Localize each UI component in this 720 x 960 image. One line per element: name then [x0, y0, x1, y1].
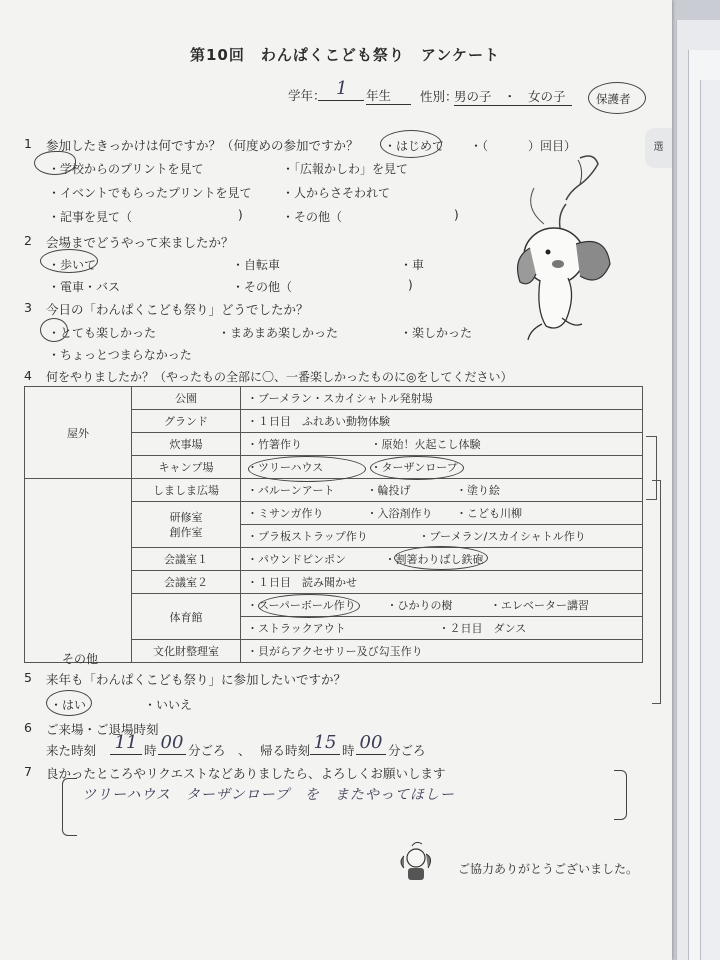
activity-senryu[interactable]: ・こども川柳 — [456, 507, 522, 520]
q5-number: 5 — [24, 670, 32, 685]
leave-label: 帰る時刻 — [260, 743, 311, 758]
meeting2-items — [241, 571, 643, 594]
q3-option-fun[interactable]: ・楽しかった — [400, 326, 473, 340]
place-meeting2: 会議室２ — [132, 571, 241, 594]
q3-option-very-fun[interactable]: ・とても楽しかった — [48, 326, 157, 340]
gym-items-2 — [241, 617, 643, 640]
arrive-hour[interactable]: 11 — [110, 732, 142, 755]
q7-number: 7 — [24, 764, 32, 779]
activity-boomerang-launch[interactable]: ・ブーメラン・スカイシャトル発射場 — [247, 392, 433, 405]
treehouse-circle — [248, 456, 366, 482]
q2-option-walk[interactable]: ・歩いて — [48, 258, 97, 272]
leave-min[interactable]: 00 — [356, 732, 386, 755]
closing-message: ご協力ありがとうございました。 — [458, 862, 639, 876]
activity-shell-accessory[interactable]: ・貝がらアクセサリー及び勾玉作り — [247, 645, 423, 658]
bunka-items — [241, 640, 643, 663]
activity-bath-salt[interactable]: ・入浴剤作り — [366, 507, 433, 520]
time-separator: 、 — [238, 743, 251, 758]
chopstick-gun-circle — [394, 546, 488, 570]
activity-treehouse[interactable]: ・ツリーハウス — [247, 461, 324, 474]
activity-misanga[interactable]: ・ミサンガ作り — [247, 507, 324, 520]
activity-plaban-strap[interactable]: ・プラ板ストラップ作り — [247, 530, 368, 543]
activity-storytelling[interactable]: ・１日目 読み聞かせ — [247, 576, 357, 589]
table-row — [25, 387, 643, 410]
q2-option-other[interactable]: ・その他（ — [232, 280, 293, 294]
q1-option-koho[interactable]: ・「広報かしわ」を見て — [282, 162, 409, 176]
activity-ring-toss[interactable]: ・輪投げ — [366, 484, 411, 497]
area-other: その他 — [62, 652, 99, 666]
activity-coloring[interactable]: ・塗り絵 — [456, 484, 500, 497]
q1-first-time[interactable]: ・はじめて — [384, 139, 445, 153]
grade-field[interactable] — [318, 78, 364, 101]
gender-boy[interactable]: 男の子 — [454, 89, 492, 104]
q1-other-close: ) — [454, 208, 459, 222]
cooking-items — [241, 433, 643, 456]
arrive-min[interactable]: 00 — [158, 732, 186, 755]
q6-number: 6 — [24, 720, 32, 735]
q3-option-so-so[interactable]: ・まあまあ楽しかった — [218, 326, 339, 340]
place-meeting1: 会議室１ — [132, 548, 241, 571]
q4-text: 何をやりましたか？（やったもの全部に〇、一番楽しかったものに◎をしてください） — [46, 370, 513, 384]
q1-first-time-circle — [380, 130, 445, 158]
gender-dot: ・ — [503, 89, 517, 104]
survey-title: 第10回 わんぱくこども祭り アンケート — [190, 46, 500, 64]
gender-girl[interactable]: 女の子 — [528, 89, 566, 104]
q2-text: 会場までどうやって来ましたか？ — [46, 235, 234, 250]
leave-min-unit: 分ごろ — [388, 743, 426, 758]
q1-option-article[interactable]: ・記事を見て（ — [48, 210, 133, 224]
grade-label: 学年： — [288, 88, 326, 103]
activity-pound-pingpong[interactable]: ・パウンドピンポン — [247, 553, 346, 566]
area-outdoor: 屋外 — [25, 387, 132, 479]
guardian-circle — [588, 82, 646, 114]
q5-option-no[interactable]: ・いいえ — [144, 698, 193, 712]
q1-option-other[interactable]: ・その他（ — [282, 210, 343, 224]
arrive-min-unit: 分ごろ — [188, 743, 226, 758]
activity-balloon-art[interactable]: ・バルーンアート — [247, 484, 335, 497]
activity-boomerang-craft[interactable]: ・ブーメラン/スカイシャトル作り — [418, 530, 586, 543]
activity-tree-of-light[interactable]: ・ひかりの樹 — [386, 599, 453, 612]
q2-number: 2 — [24, 233, 32, 248]
activity-tarzan-rope[interactable]: ・ターザンロープ — [370, 461, 458, 474]
q2-walk-circle — [40, 249, 98, 273]
tarzan-rope-circle — [370, 456, 464, 480]
q1-option-school-print[interactable]: ・学校からのプリントを見て — [48, 162, 204, 176]
table-row — [25, 479, 643, 502]
park-items — [241, 387, 643, 410]
grade-suffix: 年生 — [366, 86, 411, 105]
q2-option-bicycle[interactable]: ・自転車 — [232, 258, 281, 272]
activity-chopsticks[interactable]: ・竹箸作り — [247, 438, 302, 451]
q5-text: 来年も「わんぱくこども祭り」に参加したいですか？ — [46, 672, 347, 687]
place-shimashima: しましま広場 — [132, 479, 241, 502]
grade-value: 1 — [336, 78, 348, 99]
q6-text: ご来場・ご退場時刻 — [46, 722, 159, 737]
activity-struck-out[interactable]: ・ストラックアウト — [247, 622, 346, 635]
q4-number: 4 — [24, 368, 32, 383]
kenshu-items-1 — [241, 502, 643, 525]
place-bunka: 文化財整理室 — [132, 640, 241, 663]
q3-text: 今日の「わんぱくこども祭り」どうでしたか？ — [46, 302, 309, 317]
activity-superball[interactable]: ・スーパーボール作り — [247, 599, 356, 612]
area-indoor — [25, 479, 132, 663]
place-park: 公園 — [132, 387, 241, 410]
place-cooking: 炊事場 — [132, 433, 241, 456]
q1-option-invited[interactable]: ・人からさそわれて — [282, 186, 391, 200]
gender-options — [454, 87, 572, 106]
side-tab: 選 — [645, 128, 672, 168]
arrive-hour-unit: 時 — [144, 743, 157, 758]
q1-times-suffix: ）回目） — [528, 139, 577, 153]
gender-label: 性別： — [420, 89, 458, 104]
mascot-illustration — [510, 148, 620, 348]
q7-text: 良かったところやリクエストなどありましたら、よろしくお願いします — [46, 766, 446, 781]
activity-elevator-lecture[interactable]: ・エレベーター講習 — [490, 599, 589, 612]
ground-items — [241, 410, 643, 433]
q7-bracket-right — [614, 770, 627, 820]
q5-option-yes[interactable]: ・はい — [50, 698, 87, 712]
place-kenshu: 研修室 創作室 — [132, 502, 241, 548]
q1-option-circle — [34, 151, 76, 175]
table-bracket-outer — [652, 480, 661, 704]
superball-circle — [258, 594, 360, 618]
activity-animal-petting[interactable]: ・１日目 ふれあい動物体験 — [247, 415, 390, 428]
q1-option-event-print[interactable]: ・イベントでもらったプリントを見て — [48, 186, 252, 200]
leave-hour-unit: 時 — [342, 743, 355, 758]
activity-dance[interactable]: ・２日目 ダンス — [438, 622, 527, 635]
activity-chopstick-gun[interactable]: ・割箸わりばし鉄砲 — [384, 553, 484, 566]
q3-number: 3 — [24, 300, 32, 315]
activity-table — [24, 386, 643, 663]
q7-bracket-left — [62, 778, 77, 836]
q1-article-close: ) — [238, 208, 243, 222]
q7-answer[interactable]: ツリーハウス ターザンロープ を またやってほしー — [82, 787, 455, 803]
q3-option-circle — [40, 318, 68, 342]
place-gym: 体育館 — [132, 594, 241, 640]
q1-times-prefix: ・（ — [470, 139, 489, 153]
activity-fire-starting[interactable]: ・原始！火起こし体験 — [370, 438, 481, 451]
q2-option-car[interactable]: ・車 — [400, 258, 425, 272]
q1-number: 1 — [24, 136, 32, 151]
guardian-label[interactable]: 保護者 — [596, 92, 631, 106]
place-ground: グランド — [132, 410, 241, 433]
q3-option-boring[interactable]: ・ちょっとつまらなかった — [48, 348, 192, 362]
arrive-label: 来た時刻 — [46, 743, 97, 758]
q2-other-close: ) — [408, 278, 413, 292]
kenshu-items-2 — [241, 525, 643, 548]
small-mascot-illustration — [396, 842, 436, 886]
q1-text: 参加したきっかけは何ですか？（何度めの参加ですか？ — [46, 138, 359, 153]
paper-stack-3 — [700, 80, 720, 960]
q5-yes-circle — [46, 690, 92, 716]
leave-hour[interactable]: 15 — [310, 732, 340, 755]
place-camp: キャンプ場 — [132, 456, 241, 479]
q2-option-train-bus[interactable]: ・電車・バス — [48, 280, 121, 294]
